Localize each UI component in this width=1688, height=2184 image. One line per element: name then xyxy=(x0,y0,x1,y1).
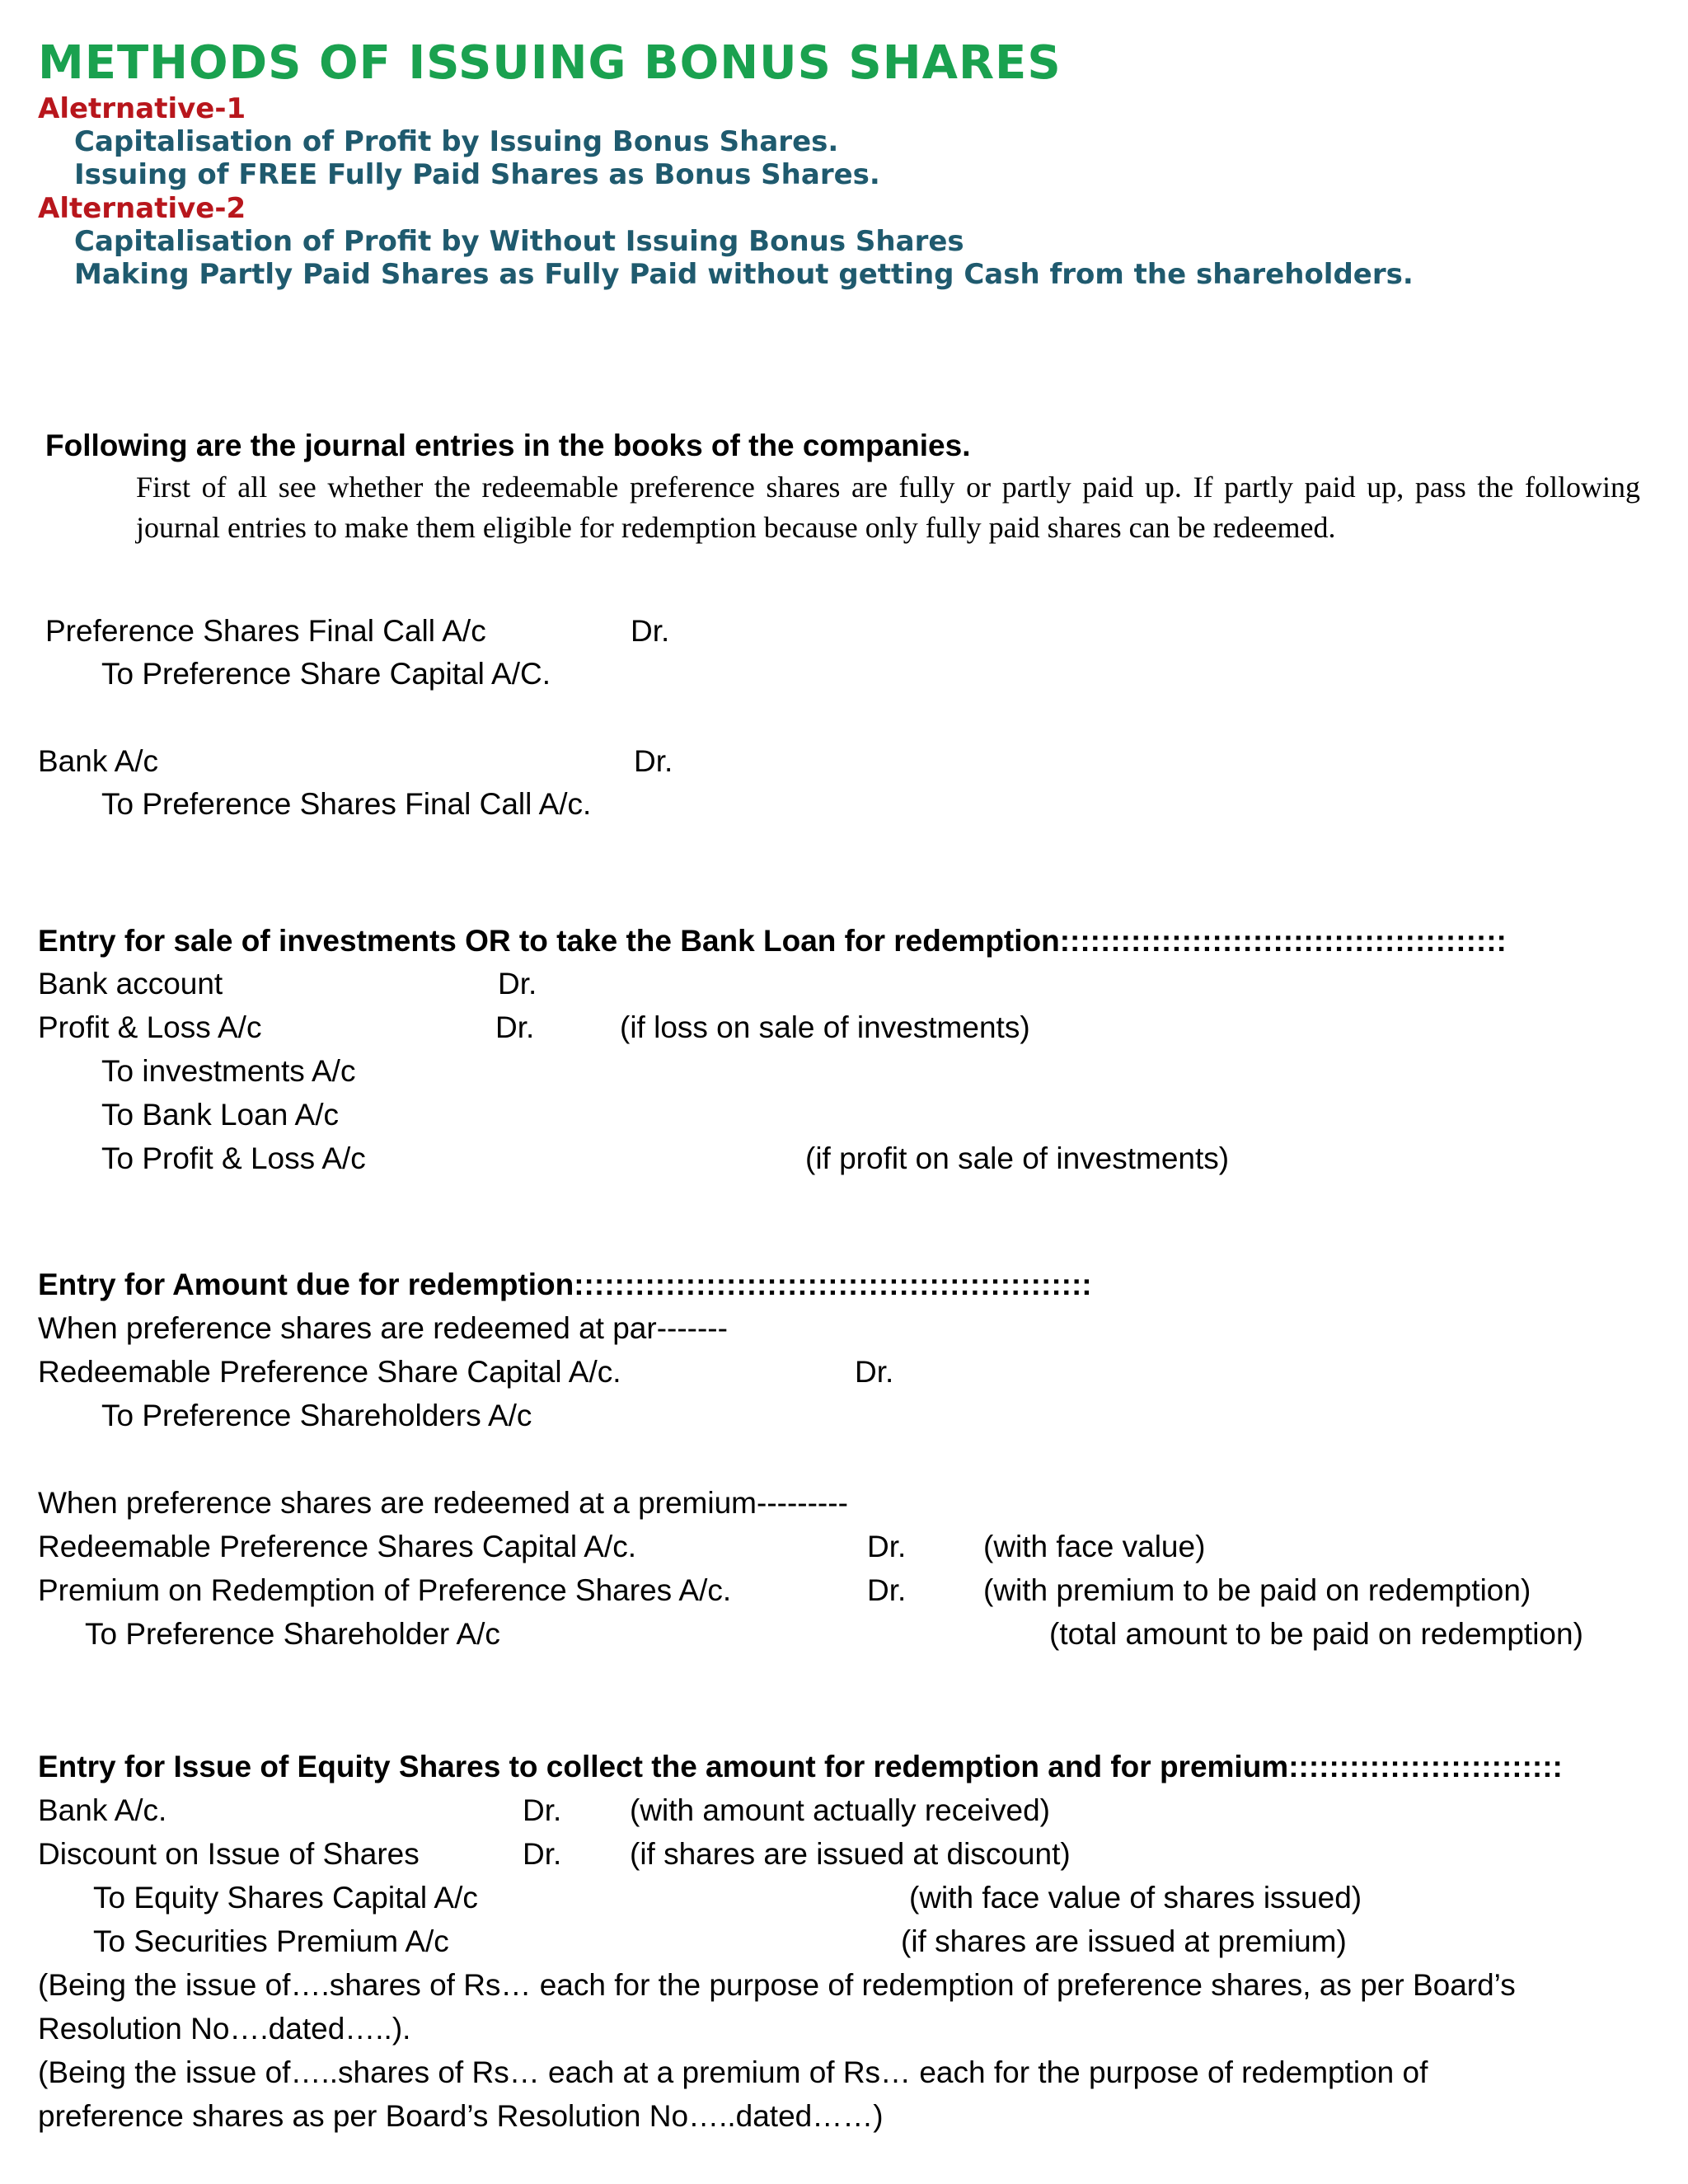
narration-1-line-1: (Being the issue of….shares of Rs… each for the purpose of redemption of preference shares, as per Board’s xyxy=(38,1968,1516,2002)
dr-label: Dr. xyxy=(495,1010,535,1044)
entry-debit-final-call: Preference Shares Final Call A/c xyxy=(45,614,486,648)
sale-note-profit: (if profit on sale of investments) xyxy=(805,1141,1230,1175)
equity-section-heading: Entry for Issue of Equity Shares to collect the amount for redemption and for premium::::::::::::::::::::::::::: xyxy=(38,1750,1563,1783)
due-section-heading: Entry for Amount due for redemption::::::::::::::::::::::::::::::::::::::::::::::::::: xyxy=(38,1268,1092,1301)
entry-credit-final-call: To Preference Shares Final Call A/c. xyxy=(101,787,592,821)
premium-note-premium: (with premium to be paid on redemption) xyxy=(983,1573,1531,1607)
premium-credit: To Preference Shareholder A/c xyxy=(85,1617,500,1651)
dr-label: Dr. xyxy=(498,967,537,1001)
dr-label: Dr. xyxy=(867,1573,907,1607)
premium-debit-premium: Premium on Redemption of Preference Shares A/c. xyxy=(38,1573,732,1607)
narration-1-line-2: Resolution No….dated…..). xyxy=(38,2012,411,2046)
sale-line-pl-credit: To Profit & Loss A/c xyxy=(101,1141,366,1175)
premium-note-total: (total amount to be paid on redemption) xyxy=(1049,1617,1583,1651)
alternative-2-item-2: Making Partly Paid Shares as Fully Paid without getting Cash from the shareholders. xyxy=(74,258,1414,291)
sale-section-heading: Entry for sale of investments OR to take the Bank Loan for redemption:::::::::::::::::::::::::::::::::::::::::::: xyxy=(38,924,1507,958)
narration-2-line-1: (Being the issue of…..shares of Rs… each at a premium of Rs… each for the purpose of redemption of xyxy=(38,2055,1428,2089)
par-caption: When preference shares are redeemed at par------- xyxy=(38,1311,728,1345)
equity-note-premium: (if shares are issued at premium) xyxy=(901,1924,1347,1958)
journal-intro: Following are the journal entries in the books of the companies. xyxy=(45,429,971,462)
sale-line-bank: Bank account xyxy=(38,967,223,1001)
intro-paragraph: First of all see whether the redeemable preference shares are fully or partly paid up. If partly paid up, pass the following journal entries to make them eligible for redemption because only fully paid shares can be redeemed. xyxy=(136,471,1640,544)
dr-label: Dr. xyxy=(855,1355,894,1389)
par-credit: To Preference Shareholders A/c xyxy=(101,1399,532,1432)
entry-credit-share-capital: To Preference Share Capital A/C. xyxy=(101,657,551,691)
premium-caption: When preference shares are redeemed at a premium--------- xyxy=(38,1486,848,1520)
premium-note-face: (with face value) xyxy=(983,1530,1206,1563)
equity-credit-premium: To Securities Premium A/c xyxy=(93,1924,449,1958)
alternative-1-label: Aletrnative-1 xyxy=(38,92,246,125)
premium-debit-capital: Redeemable Preference Shares Capital A/c. xyxy=(38,1530,637,1563)
dr-label: Dr. xyxy=(631,614,670,648)
equity-note-discount: (if shares are issued at discount) xyxy=(630,1837,1071,1871)
sale-line-bank-loan: To Bank Loan A/c xyxy=(101,1098,339,1132)
equity-debit-bank: Bank A/c. xyxy=(38,1793,167,1827)
sale-note-loss: (if loss on sale of investments) xyxy=(620,1010,1030,1044)
alternative-2-item-1: Capitalisation of Profit by Without Issuing Bonus Shares xyxy=(74,225,964,258)
alternative-2-label: Alternative-2 xyxy=(38,192,246,225)
equity-note-received: (with amount actually received) xyxy=(630,1793,1050,1827)
alternative-1-item-2: Issuing of FREE Fully Paid Shares as Bonus Shares. xyxy=(74,158,880,191)
narration-2-line-2: preference shares as per Board’s Resolution No…..dated……) xyxy=(38,2099,884,2133)
alternative-1-item-1: Capitalisation of Profit by Issuing Bonus Shares. xyxy=(74,125,839,158)
sale-line-investments: To investments A/c xyxy=(101,1054,356,1088)
par-debit: Redeemable Preference Share Capital A/c. xyxy=(38,1355,621,1389)
dr-label: Dr. xyxy=(867,1530,907,1563)
sale-line-pl: Profit & Loss A/c xyxy=(38,1010,262,1044)
dr-label: Dr. xyxy=(523,1793,562,1827)
dr-label: Dr. xyxy=(634,744,673,778)
page-title: METHODS OF ISSUING BONUS SHARES xyxy=(38,36,1062,90)
entry-debit-bank: Bank A/c xyxy=(38,744,159,778)
dr-label: Dr. xyxy=(523,1837,562,1871)
equity-debit-discount: Discount on Issue of Shares xyxy=(38,1837,420,1871)
equity-credit-capital: To Equity Shares Capital A/c xyxy=(93,1881,478,1915)
equity-note-face: (with face value of shares issued) xyxy=(909,1881,1362,1915)
